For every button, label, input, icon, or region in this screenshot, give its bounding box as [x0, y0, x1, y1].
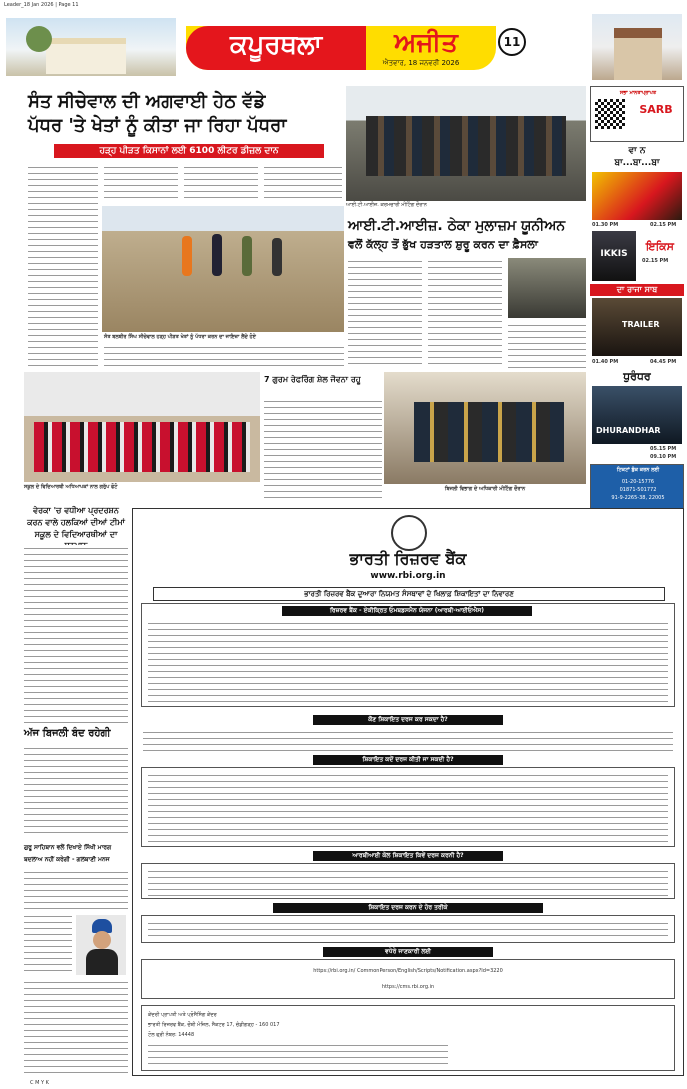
- booking-phone-2: 01871-501772: [619, 487, 657, 493]
- movie-head-2: ਬਾ...ਬਾ...ਬਾ: [614, 158, 660, 168]
- story4-photo: [384, 372, 586, 484]
- movie4-time-a: 05.15 PM: [650, 446, 677, 452]
- rbi-address-box: [141, 1005, 675, 1071]
- masthead-city: ਕਪੂਰਥਲਾ: [229, 30, 323, 60]
- story3-headline: 7 ਗੁਰਮ ਰੇਫਰਿੰਗ ਸ਼ੇਲ ਜੌਵਨਾ ਰਹੂ: [264, 375, 361, 384]
- rbi-cms-link[interactable]: https://cms.rbi.org.in: [381, 984, 435, 990]
- rbi-section2-text: [143, 729, 673, 751]
- masthead: [0, 12, 687, 82]
- story3-photo: [24, 372, 260, 482]
- movie2-title: ਇਕਿਸ: [646, 240, 674, 253]
- qr-code: [595, 99, 625, 129]
- movie2-time: 02.15 PM: [642, 258, 669, 264]
- story5-headline-line3: ਸਕੂਲ ਦੇ ਵਿਦਿਆਰਥੀਆਂ ਦਾ: [34, 530, 118, 539]
- story1-photo: [102, 206, 344, 332]
- rbi-scheme-text: [148, 620, 668, 704]
- rbi-address-line2: ਭਾਰਤੀ ਰਿਜ਼ਰਵ ਬੈਂਕ, ਚੌਥੀ ਮੰਜ਼ਿਲ, ਸੈਕਟਰ 17, ਚੰਡੀਗੜ੍ਹ - 160 017: [148, 1022, 280, 1028]
- rbi-scheme-title: ਰਿਜ਼ਰਵ ਬੈਂਕ - ਏਕੀਕ੍ਰਿਤ ਓਮਬਡਸਮੈਨ ਯੋਜਨਾ (ਆਰਬੀ-ਆਈਓਐਸ): [282, 606, 532, 616]
- booking-title: ਟਿਕਟਾਂ ਬੁੱਕ ਕਰਨ ਲਈ: [616, 467, 660, 473]
- story5-body: [24, 545, 128, 723]
- masthead-paper: ਅਜੀਤ: [394, 28, 458, 58]
- story7-body-end: [24, 979, 128, 1073]
- story2-inset-photo: [508, 258, 586, 318]
- story6-body: [24, 745, 128, 837]
- movie1-time-b: 02.15 PM: [650, 222, 677, 228]
- rbi-section5-box: [141, 915, 675, 943]
- story1-caption: ਸੰਤ ਬਲਬੀਰ ਸਿੰਘ ਸੀਚੇਵਾਲ ਹੜ੍ਹ ਪੀੜਤ ਖੇਤਾਂ ਨੂੰ ਪੱਧਰਾ ਕਰਨ ਦਾ ਜਾਇਜ਼ਾ ਲੈਂਦੇ ਹੋਏ: [104, 334, 256, 340]
- story7-headline-line2: ਬਦਲਾਅ ਨਹੀਂ ਕਰੇਗੀ - ਗਲਬਾਣੀ ਮਨਜ: [24, 856, 110, 863]
- sidebar-ad-title: ਸਭਾ ਮਾਨਤਾਪ੍ਰਾਪਤ: [619, 90, 657, 96]
- rbi-section3-box: [141, 767, 675, 847]
- movie3-time-b: 04.45 PM: [650, 359, 677, 365]
- story6-headline: ਅੱਜ ਬਿਜਲੀ ਬੰਦ ਰਹੇਗੀ: [24, 728, 111, 739]
- masthead-right-photo: [592, 14, 682, 80]
- rbi-url: www.rbi.org.in: [370, 571, 446, 581]
- movie1-time-a: 01.30 PM: [592, 222, 619, 228]
- story1-headline-line1: ਸੰਤ ਸੀਚੇਵਾਲ ਦੀ ਅਗਵਾਈ ਹੇਠ ਵੱਡੇ: [28, 91, 266, 112]
- page-number: 11: [498, 28, 526, 56]
- print-info: Leader_18 Jan 2026 | Page 11: [4, 2, 79, 8]
- story1-body-col1: [28, 164, 98, 369]
- story7-body-col: [24, 913, 72, 975]
- story-middle: [264, 372, 382, 502]
- sidebar-ad-sarb: [590, 86, 684, 142]
- movie-poster-2: [592, 231, 636, 281]
- rbi-emblem-icon: [391, 515, 427, 551]
- left-column-lower: [24, 505, 128, 1075]
- story1-body-col4: [264, 164, 342, 202]
- movie-head-1: ਵਾ ਨ: [628, 146, 646, 156]
- movie-poster-1: [592, 172, 682, 220]
- rbi-section3-text: [148, 772, 668, 844]
- rbi-title-bar: ਭਾਰਤੀ ਰਿਜ਼ਰਵ ਬੈਂਕ ਦੁਆਰਾ ਨਿਯਮਤ ਸੰਸਥਾਵਾਂ ਦੇ ਖਿਲਾਫ਼ ਸ਼ਿਕਾਇਤਾਂ ਦਾ ਨਿਵਾਰਣ: [153, 587, 665, 601]
- booking-box: [590, 464, 684, 510]
- rbi-address-line3: ਟੋਲ ਫ੍ਰੀ ਨੰਬਰ: 14448: [148, 1032, 195, 1038]
- booking-phone-3: 91-9-2265-38, 22005: [611, 495, 665, 501]
- movie3-poster-text: TRAILER: [622, 320, 660, 329]
- story2-body-col3: [508, 322, 586, 368]
- story7-body: [24, 869, 128, 909]
- sidebar-ad-brand: SARB: [639, 103, 673, 116]
- rbi-name: ਭਾਰਤੀ ਰਿਜ਼ਰਵ ਬੈਂਕ: [349, 549, 467, 568]
- movie3-head: ਦਾ ਰਾਜਾ ਸਾਬ: [590, 284, 684, 296]
- story1-body-col5: [104, 344, 344, 370]
- rbi-scheme-box: [141, 603, 675, 707]
- rbi-section6-box: [141, 959, 675, 999]
- rbi-section5-text: [148, 920, 668, 940]
- story-seechewal: [24, 86, 344, 371]
- rbi-section4-text: [148, 868, 668, 896]
- rbi-section2-title: ਕੌਣ ਸ਼ਿਕਾਇਤ ਦਰਜ ਕਰ ਸਕਦਾ ਹੈ?: [313, 715, 503, 725]
- story1-body-col2: [104, 164, 178, 202]
- rbi-section4-title: ਆਰਬੀਆਈ ਕੋਲ ਸ਼ਿਕਾਇਤ ਕਿਵੇਂ ਦਰਜ ਕਰਨੀ ਹੈ?: [313, 851, 503, 861]
- sidebar-ads: [590, 86, 684, 511]
- story3-body: [264, 398, 382, 500]
- story-iti-union: [346, 86, 586, 371]
- story2-headline-line2: ਵਲੋਂ ਕੱਲ੍ਹ ਤੋਂ ਭੁੱਖ ਹੜਤਾਲ ਸ਼ੁਰੂ ਕਰਨ ਦਾ ਫ਼ੈਸਲਾ: [348, 238, 538, 251]
- story5-headline-line2: ਕਰਨ ਵਾਲੇ ਹਲਕਿਆਂ ਦੀਆਂ ਟੀਮਾਂ: [27, 518, 125, 527]
- story2-body-col2: [428, 258, 502, 368]
- story4-caption: ਬਿਜਲੀ ਵਿਭਾਗ ਦੇ ਅਧਿਕਾਰੀ ਮੀਟਿੰਗ ਦੌਰਾਨ: [444, 486, 526, 492]
- story2-body-col1: [348, 258, 422, 368]
- rbi-section5-title: ਸ਼ਿਕਾਇਤ ਦਰਜ ਕਰਨ ਦੇ ਹੋਰ ਤਰੀਕੇ: [273, 903, 543, 913]
- portrait-photo: [76, 915, 126, 975]
- rbi-section4-box: [141, 863, 675, 899]
- story7-headline-line1: ਗੁਰੂ ਸਾਹਿਬਾਨ ਵਲੋਂ ਦਿਖਾਏ ਸਿੱਖੀ ਮਾਰਗ: [24, 844, 112, 851]
- movie-poster-4: [592, 386, 682, 444]
- story1-headline-line2: ਪੱਧਰ 'ਤੇ ਖੇਤਾਂ ਨੂੰ ਕੀਤਾ ਜਾ ਰਿਹਾ ਪੱਧਰਾ: [28, 115, 287, 136]
- masthead-date: ਐਤਵਾਰ, 18 ਜਨਵਰੀ 2026: [382, 59, 460, 67]
- masthead-left-photo: [6, 18, 176, 76]
- story3-caption: ਸਕੂਲ ਦੇ ਵਿਦਿਆਰਥੀ ਅਧਿਆਪਕਾਂ ਨਾਲ ਗਰੁੱਪ ਫੋਟੋ: [24, 484, 118, 490]
- rbi-section6-title: ਵਧੇਰੇ ਜਾਣਕਾਰੀ ਲਈ: [323, 947, 493, 957]
- rbi-section3-title: ਸ਼ਿਕਾਇਤ ਕਦੋਂ ਦਰਜ ਕੀਤੀ ਜਾ ਸਕਦੀ ਹੈ?: [313, 755, 503, 765]
- story2-photo: [346, 86, 586, 201]
- rbi-info-link[interactable]: https://rbi.org.in/ CommonPerson/English/Scripts/Notification.aspx?Id=3220: [313, 968, 503, 974]
- movie4-poster-text: DHURANDHAR: [596, 426, 661, 435]
- rbi-address-text: [148, 1042, 448, 1068]
- movie-poster-3: [592, 298, 682, 356]
- movie2-poster-text: IKKIS: [600, 249, 628, 259]
- masthead-banner: [186, 26, 496, 70]
- booking-phone-1: 01-20-15776: [621, 479, 655, 485]
- print-marks: C M Y K: [30, 1080, 49, 1086]
- story2-photo-caption: ਆਈ.ਟੀ.ਆਈਜ਼. ਕਰਮਚਾਰੀ ਮੀਟਿੰਗ ਦੌਰਾਨ: [346, 202, 427, 208]
- movie4-time-b: 09.10 PM: [650, 454, 677, 460]
- story1-subhead: ਹੜ੍ਹ ਪੀੜਤ ਕਿਸਾਨਾਂ ਲਈ 6100 ਲੀਟਰ ਡੀਜ਼ਲ ਦਾਨ: [54, 144, 324, 158]
- story1-body-col3: [184, 164, 258, 202]
- rbi-advertisement: [132, 508, 684, 1076]
- movie4-head: ਧੁਰੰਧਰ: [623, 370, 651, 383]
- story-meeting-photo: [384, 372, 586, 502]
- story5-headline-line1: ਵੇਰਕਾ 'ਚ ਵਧੀਆ ਪ੍ਰਦਰਸ਼ਨ: [33, 506, 119, 515]
- story-group-photo: [24, 372, 260, 502]
- story2-headline-line1: ਆਈ.ਟੀ.ਆਈਜ਼. ਠੇਕਾ ਮੁਲਾਜ਼ਮ ਯੂਨੀਅਨ: [348, 218, 566, 234]
- movie3-time-a: 01.40 PM: [592, 359, 619, 365]
- rbi-address-line1: ਕੇਂਦਰੀ ਪ੍ਰਾਪਤੀ ਅਤੇ ਪ੍ਰੋਸੈਸਿੰਗ ਕੇਂਦਰ: [148, 1012, 217, 1018]
